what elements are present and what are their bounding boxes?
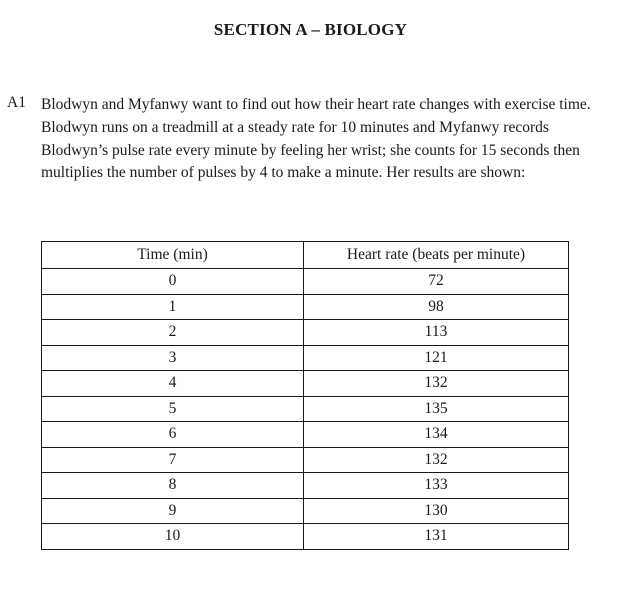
table-row xyxy=(42,345,569,371)
time-cell: 0 xyxy=(42,269,304,295)
time-cell: 5 xyxy=(42,396,304,422)
heart-rate-cell: 131 xyxy=(304,524,569,550)
time-cell: 9 xyxy=(42,498,304,524)
heart-rate-cell: 98 xyxy=(304,294,569,320)
table-row xyxy=(42,269,569,295)
column-header-time: Time (min) xyxy=(42,242,304,269)
time-cell: 7 xyxy=(42,447,304,473)
heart-rate-cell: 135 xyxy=(304,396,569,422)
question-number: A1 xyxy=(7,94,26,111)
heart-rate-cell: 130 xyxy=(304,498,569,524)
heart-rate-cell: 132 xyxy=(304,371,569,397)
time-cell: 4 xyxy=(42,371,304,397)
time-cell: 2 xyxy=(42,320,304,346)
question-text: Blodwyn and Myfanwy want to find out how their heart rate changes with exercise time. Blodwyn runs on a treadmill at a steady rate for 10 minutes and Myfanwy records Blodwyn’s pulse rate every minute by feeling her wrist; she counts for 15 seconds then multiplies the number of pulses by 4 to make a minute. Her results are shown: xyxy=(41,96,591,182)
heart-rate-cell: 133 xyxy=(304,473,569,499)
time-cell: 8 xyxy=(42,473,304,499)
results-table xyxy=(41,241,569,550)
section-title: SECTION A – BIOLOGY xyxy=(213,20,408,39)
heart-rate-cell: 132 xyxy=(304,447,569,473)
table-row xyxy=(42,294,569,320)
heart-rate-cell: 121 xyxy=(304,345,569,371)
time-cell: 1 xyxy=(42,294,304,320)
table-row xyxy=(42,371,569,397)
time-cell: 10 xyxy=(42,524,304,550)
table-row xyxy=(42,422,569,448)
heart-rate-cell: 134 xyxy=(304,422,569,448)
heart-rate-cell: 113 xyxy=(304,320,569,346)
table-row xyxy=(42,524,569,550)
table-row xyxy=(42,447,569,473)
time-cell: 3 xyxy=(42,345,304,371)
table-row xyxy=(42,320,569,346)
table-row xyxy=(42,396,569,422)
heart-rate-cell: 72 xyxy=(304,269,569,295)
table-row xyxy=(42,473,569,499)
time-cell: 6 xyxy=(42,422,304,448)
table-row xyxy=(42,498,569,524)
column-header-heart-rate: Heart rate (beats per minute) xyxy=(304,242,569,269)
table-header-row xyxy=(42,242,569,269)
